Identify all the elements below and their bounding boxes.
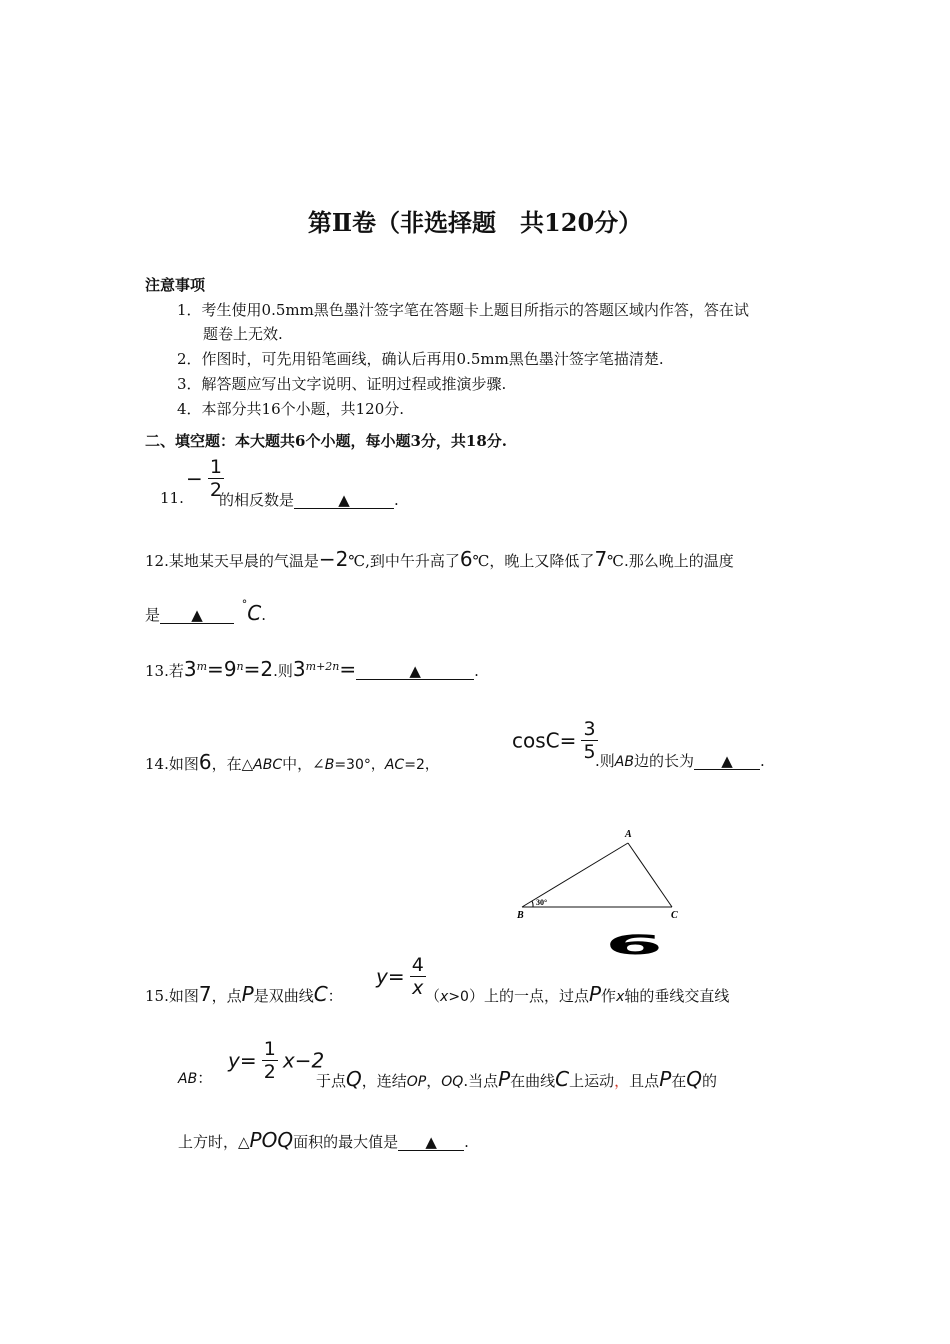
side-ac <box>628 843 672 907</box>
q12-line2: 是 ▲ °C. <box>145 598 267 625</box>
label-b: B <box>517 910 524 921</box>
q11-fraction: − $\frac{1}{2}$ <box>186 456 222 501</box>
angle-arc <box>532 901 533 907</box>
notice-item-3: 3．解答题应写出文字说明、证明过程或推演步骤. <box>177 375 507 393</box>
q15-line2-b: 于点Q，连结OP，OQ.当点P在曲线C上运动，且点P在Q的 <box>316 1067 718 1091</box>
q15-hyperbola: y= $\frac{4}{x}$ <box>376 954 424 999</box>
label-angle: 30° <box>536 898 548 907</box>
q15-line1-a: 15.如图7，点P是双曲线C： <box>145 982 343 1006</box>
q15-line1-b: （x>0）上的一点，过点P作x轴的垂线交直线 <box>425 982 730 1006</box>
q12-line1: 12.某地某天早晨的气温是−2℃,到中午升高了6℃，晚上又降低了7℃.那么晚上的温度 <box>145 547 734 571</box>
notice-item-1: 1．考生使用0.5mm黑色墨汁签字笔在答题卡上题目所指示的答题区域内作答，答在试 <box>177 301 749 319</box>
q11-number: 11. <box>160 489 184 507</box>
notice-item-4: 4．本部分共16个小题，共120分. <box>177 400 405 418</box>
q15-line3: 上方时，△POQ面积的最大值是 ▲ . <box>178 1128 469 1152</box>
label-c: C <box>671 910 678 921</box>
q14-part1: 14.如图6，在△ABC中，∠B=30°，AC=2， <box>145 750 439 774</box>
label-a: A <box>625 829 632 840</box>
notice-item-2: 2．作图时，可先用铅笔画线，确认后再用0.5mm黑色墨汁签字笔描清楚. <box>177 350 664 368</box>
page-title: 第Ⅱ卷（非选择题 共120分） <box>307 208 643 237</box>
notice-heading: 注意事项 <box>145 276 206 294</box>
notice-item-1-cont: 题卷上无效. <box>203 325 283 343</box>
q13-line: 13.若$3^m=9^n=2$.则$3^{m+2n}=$ ▲ . <box>145 657 479 681</box>
q13-answer-blank[interactable]: ▲ <box>356 663 474 680</box>
section-heading: 二、填空题：本大题共6个小题，每小题3分，共18分. <box>145 432 507 450</box>
q11-text: 的相反数是 ▲ . <box>219 491 399 509</box>
q14-cos-fraction: cosC= $\frac{3}{5}$ <box>512 718 596 763</box>
figure-6-triangle <box>505 822 695 957</box>
q15-line-equation: y= $\frac{1}{2}$ x−2 <box>228 1038 325 1083</box>
q14-part2: .则AB边的长为 ▲ . <box>595 752 765 770</box>
q12-answer-blank[interactable]: ▲ <box>160 607 234 624</box>
q15-line2-a: AB： <box>178 1069 213 1087</box>
q15-answer-blank[interactable]: ▲ <box>398 1134 464 1151</box>
q11-answer-blank[interactable]: ▲ <box>294 492 394 509</box>
q14-answer-blank[interactable]: ▲ <box>694 753 760 770</box>
figure-caption: 6 <box>605 929 664 957</box>
